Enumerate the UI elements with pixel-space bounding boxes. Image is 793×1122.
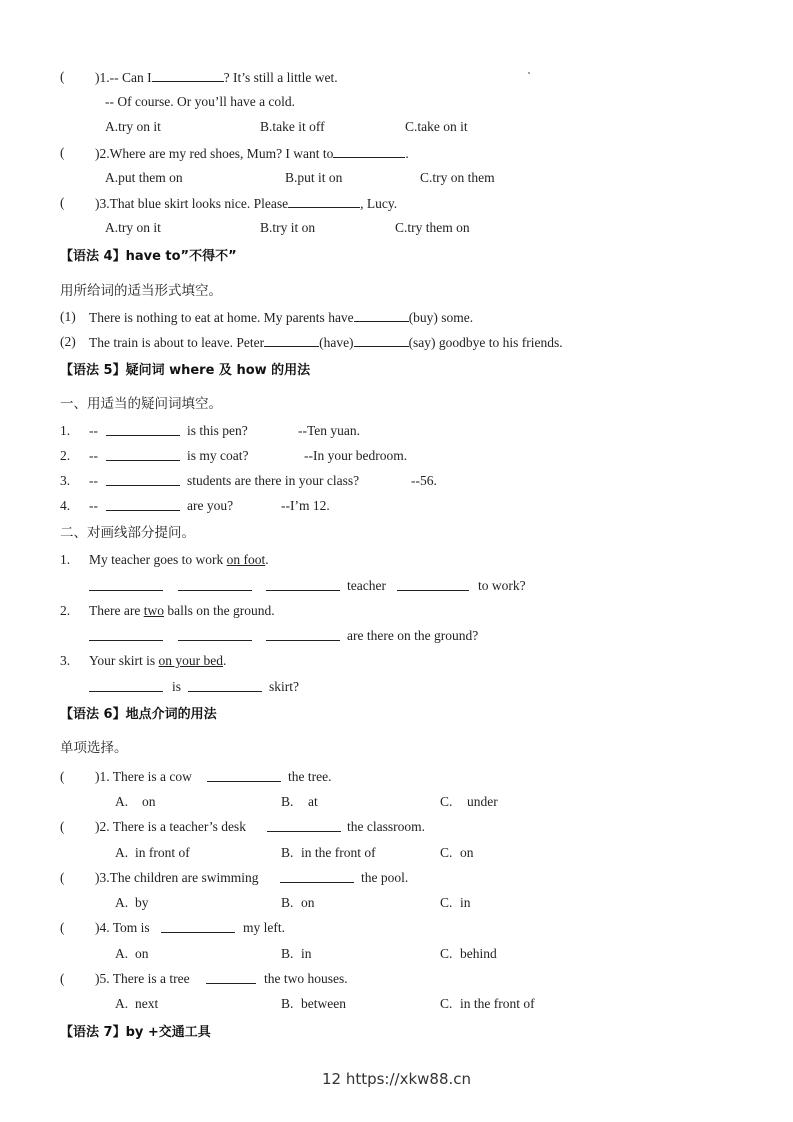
option-c: in [460, 895, 471, 910]
answer-paren: ( [60, 971, 65, 986]
answer-blank[interactable] [397, 577, 469, 591]
underlined-part: two [143, 603, 164, 618]
option-a: A.try on it [105, 220, 161, 235]
answer-blank[interactable] [206, 970, 256, 984]
option-b-letter: B. [281, 996, 294, 1011]
section-heading-7: 【语法 7】by +交通工具 [60, 1025, 211, 1040]
dash: -- [89, 498, 98, 513]
answer-blank[interactable] [106, 497, 180, 511]
question-text: )2.Where are my red shoes, Mum? I want to . [95, 146, 409, 161]
dash: -- [89, 423, 98, 438]
option-b: B.put it on [285, 170, 343, 185]
answer-blank[interactable] [178, 577, 252, 591]
question-text: is my coat? [187, 448, 249, 463]
option-b-letter: B. [281, 794, 294, 809]
word: teacher [347, 578, 386, 593]
answer-text: --I’m 12. [281, 498, 330, 513]
answer-paren: ( [60, 819, 65, 834]
option-a-letter: A. [115, 845, 129, 860]
option-c-letter: C. [440, 845, 453, 860]
option-c-letter: C. [440, 996, 453, 1011]
question-text: )1. There is a cow [95, 769, 192, 784]
answer-blank[interactable] [89, 627, 163, 641]
question-text: is this pen? [187, 423, 248, 438]
option-a: next [135, 996, 159, 1011]
answer-blank[interactable] [354, 308, 409, 322]
answer-paren: ( [60, 145, 65, 160]
answer-blank[interactable] [89, 678, 163, 692]
option-a: by [135, 895, 149, 910]
answer-blank[interactable] [152, 68, 224, 82]
item-number: 1. [60, 423, 71, 438]
option-b: between [301, 996, 346, 1011]
question-text: )5. There is a tree [95, 971, 190, 986]
option-a-letter: A. [115, 895, 129, 910]
word: to work? [478, 578, 526, 593]
answer-paren: ( [60, 769, 65, 784]
stray-dot [528, 72, 530, 74]
item-number: 2. [60, 603, 71, 618]
sentence: Your skirt is on your bed. [89, 653, 227, 668]
question-text: )1.-- Can I ? It’s still a little wet. [95, 70, 338, 85]
answer-paren: ( [60, 69, 65, 84]
question-tail: the classroom. [347, 819, 425, 834]
option-b: at [308, 794, 318, 809]
option-a-letter: A. [115, 794, 129, 809]
option-c: on [460, 845, 474, 860]
option-c: under [467, 794, 498, 809]
option-b: B.take it off [260, 119, 325, 134]
answer-blank[interactable] [288, 194, 360, 208]
question-text: )3.The children are swimming [95, 870, 259, 885]
question-text: are you? [187, 498, 234, 513]
item-number: (1) [60, 309, 76, 324]
answer-blank[interactable] [354, 333, 409, 347]
option-a: on [142, 794, 156, 809]
answer-blank[interactable] [333, 144, 405, 158]
option-b-letter: B. [281, 946, 294, 961]
question-text: )3.That blue skirt looks nice. Please , Lucy. [95, 196, 398, 211]
answer-blank[interactable] [188, 678, 262, 692]
question-tail: my left. [243, 920, 285, 935]
page-footer: 12 https://xkw88.cn [321, 1070, 472, 1088]
dash: -- [89, 448, 98, 463]
answer-text: --Ten yuan. [298, 423, 361, 438]
answer-blank[interactable] [106, 422, 180, 436]
item-number: 4. [60, 498, 71, 513]
answer-paren: ( [60, 920, 65, 935]
question-tail: the tree. [288, 769, 332, 784]
answer-blank[interactable] [207, 768, 281, 782]
underlined-part: on your bed [158, 653, 224, 668]
answer-blank[interactable] [89, 577, 163, 591]
option-b: in [301, 946, 312, 961]
item-text: The train is about to leave. Peter (have) (say) goodbye to his friends. [89, 335, 563, 350]
option-a: A.try on it [105, 119, 161, 134]
dash: -- [89, 473, 98, 488]
answer-text: --56. [411, 473, 437, 488]
instruction-4: 用所给词的适当形式填空。 [60, 283, 222, 299]
item-text: There is nothing to eat at home. My parents have (buy) some. [89, 310, 474, 325]
option-c: behind [460, 946, 497, 961]
instruction-6: 单项选择。 [60, 740, 128, 756]
part-one-instruction: 一、用适当的疑问词填空。 [60, 396, 222, 412]
question-tail: the two houses. [264, 971, 348, 986]
option-c: C.try them on [395, 220, 470, 235]
question-text: )2. There is a teacher’s desk [95, 819, 246, 834]
answer-blank[interactable] [106, 472, 180, 486]
option-b-letter: B. [281, 845, 294, 860]
sentence: There are two balls on the ground. [89, 603, 275, 618]
underlined-part: on foot [226, 552, 266, 567]
answer-blank[interactable] [106, 447, 180, 461]
option-c: C.take on it [405, 119, 468, 134]
option-c-letter: C. [440, 794, 453, 809]
answer-blank[interactable] [267, 818, 341, 832]
option-a-letter: A. [115, 996, 129, 1011]
option-b: on [301, 895, 315, 910]
question-text: )4. Tom is [95, 920, 150, 935]
option-a: A.put them on [105, 170, 183, 185]
answer-text: --In your bedroom. [304, 448, 408, 463]
sentence: My teacher goes to work on foot. [89, 552, 269, 567]
answer-blank[interactable] [266, 627, 340, 641]
option-a: on [135, 946, 149, 961]
option-c-letter: C. [440, 895, 453, 910]
answer-blank[interactable] [264, 333, 319, 347]
item-number: 3. [60, 653, 71, 668]
answer-paren: ( [60, 195, 65, 210]
section-heading-6: 【语法 6】地点介词的用法 [60, 707, 217, 722]
answer-blank[interactable] [266, 577, 340, 591]
option-b: B.try it on [260, 220, 316, 235]
item-number: 3. [60, 473, 71, 488]
item-number: 2. [60, 448, 71, 463]
word: is [172, 679, 182, 694]
word: skirt? [269, 679, 299, 694]
item-number: (2) [60, 334, 76, 349]
answer-blank[interactable] [280, 869, 354, 883]
question-text: students are there in your class? [187, 473, 360, 488]
option-c-letter: C. [440, 946, 453, 961]
answer-blank[interactable] [178, 627, 252, 641]
option-b: in the front of [301, 845, 376, 860]
item-number: 1. [60, 552, 71, 567]
reply-text: -- Of course. Or you’ll have a cold. [105, 94, 296, 109]
answer-paren: ( [60, 870, 65, 885]
option-b-letter: B. [281, 895, 294, 910]
section-heading-4: 【语法 4】have to”不得不” [60, 249, 237, 264]
part-two-instruction: 二、对画线部分提问。 [60, 525, 195, 541]
option-a-letter: A. [115, 946, 129, 961]
section-heading-5: 【语法 5】疑问词 where 及 how 的用法 [60, 363, 311, 378]
option-c: C.try on them [420, 170, 495, 185]
answer-blank[interactable] [161, 919, 235, 933]
question-tail: the pool. [361, 870, 409, 885]
option-c: in the front of [460, 996, 535, 1011]
option-a: in front of [135, 845, 190, 860]
word: are there on the ground? [347, 628, 479, 643]
